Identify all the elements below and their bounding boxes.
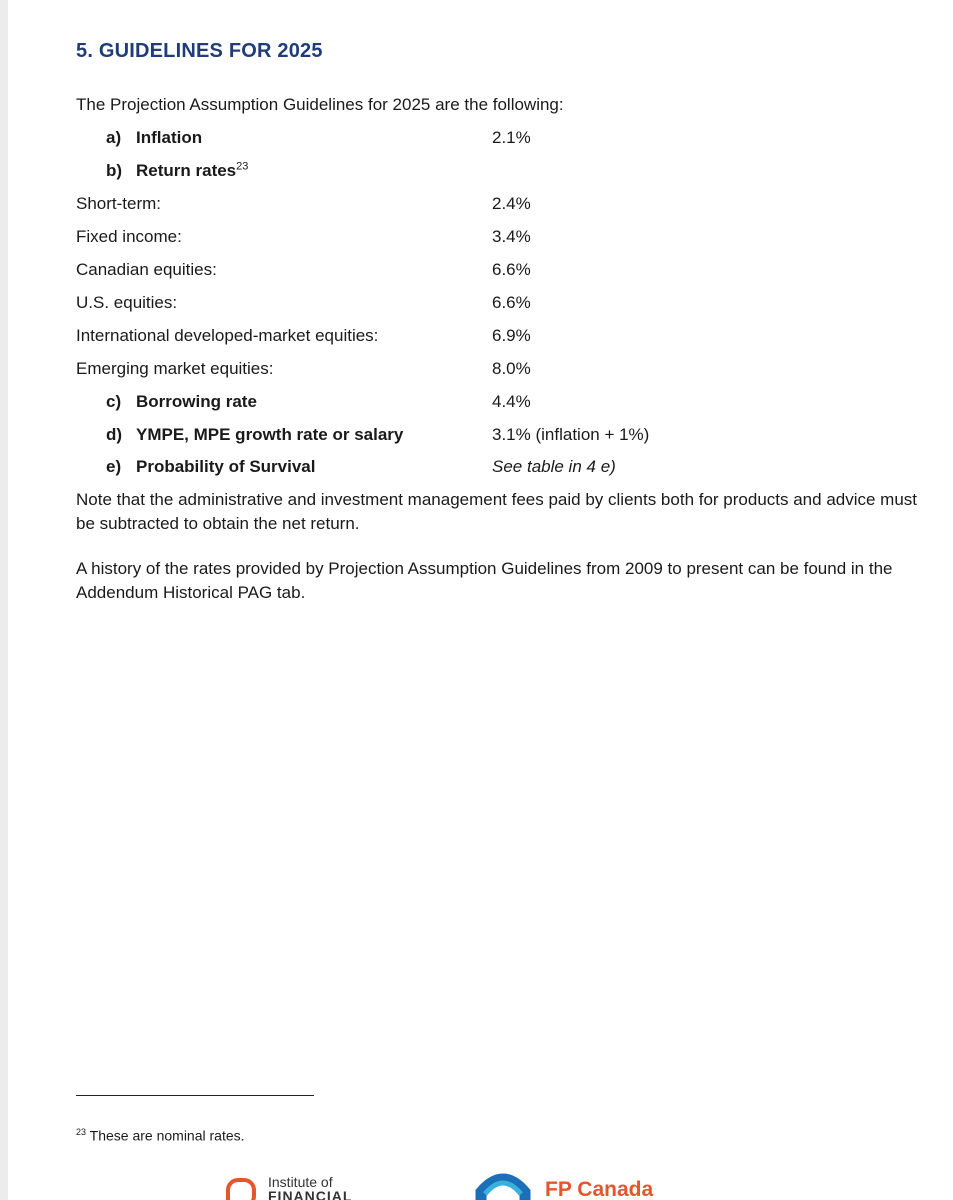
item-value: 4.4% (492, 392, 531, 411)
item-ympe (76, 423, 876, 447)
return-rate-label: U.S. equities: (76, 293, 178, 312)
fees-note: Note that the administrative and investment management fees paid by clients both for products and advice must be subtracted to obtain the net return. (76, 490, 918, 533)
item-borrowing-rate (76, 390, 876, 414)
item-marker: b) (106, 161, 123, 180)
institute-logo (220, 1172, 380, 1200)
item-value: 2.1% (492, 128, 531, 147)
item-marker: d) (106, 425, 123, 444)
item-marker: e) (106, 457, 122, 476)
institute-logo-icon (226, 1178, 256, 1200)
return-rate-row (76, 225, 876, 249)
document-page (8, 0, 953, 1200)
footnote-divider (76, 1095, 314, 1096)
item-label: Return rates (136, 161, 237, 180)
footnote-reference: 23 (236, 160, 249, 173)
item-marker: c) (106, 392, 122, 411)
return-rate-value: 8.0% (492, 359, 531, 378)
return-rate-row (76, 357, 876, 381)
return-rate-row (76, 192, 876, 216)
return-rate-label: Canadian equities: (76, 260, 217, 279)
item-label: Borrowing rate (136, 392, 257, 411)
return-rate-value: 2.4% (492, 194, 531, 213)
fp-canada-logo (471, 1170, 691, 1200)
footnote-number: 23 (76, 1127, 87, 1137)
return-rate-row (76, 258, 876, 282)
fp-canada-logo-icon (471, 1170, 535, 1200)
footnote-text: These are nominal rates. (89, 1127, 245, 1144)
item-value: See table in 4 e) (492, 457, 616, 476)
return-rate-value: 6.6% (492, 293, 531, 312)
institute-logo-line1: Institute of (268, 1174, 333, 1190)
history-note: A history of the rates provided by Projection Assumption Guidelines from 2009 to present can be found in the Addendum Historical PAG tab. (76, 559, 893, 602)
item-return-rates (76, 159, 876, 183)
return-rate-label: Emerging market equities: (76, 359, 274, 378)
item-label: YMPE, MPE growth rate or salary (136, 425, 404, 444)
item-survival (76, 455, 876, 479)
footnote (76, 1127, 245, 1144)
item-inflation (76, 126, 876, 150)
intro-text: The Projection Assumption Guidelines for 2025 are the following: (76, 95, 564, 114)
item-label: Probability of Survival (136, 457, 316, 476)
return-rate-row (76, 324, 876, 348)
institute-logo-line2: FINANCIAL (268, 1188, 353, 1200)
fp-canada-logo-text: FP Canada (545, 1178, 654, 1200)
return-rate-label: International developed-market equities: (76, 326, 379, 345)
return-rate-value: 6.9% (492, 326, 531, 345)
return-rate-label: Fixed income: (76, 227, 182, 246)
item-label: Inflation (136, 128, 203, 147)
return-rate-value: 6.6% (492, 260, 531, 279)
item-value: 3.1% (inflation + 1%) (492, 425, 650, 444)
item-marker: a) (106, 128, 122, 147)
return-rate-value: 3.4% (492, 227, 531, 246)
return-rate-row (76, 291, 876, 315)
section-heading: 5. GUIDELINES FOR 2025 (76, 40, 323, 62)
return-rate-label: Short-term: (76, 194, 162, 213)
